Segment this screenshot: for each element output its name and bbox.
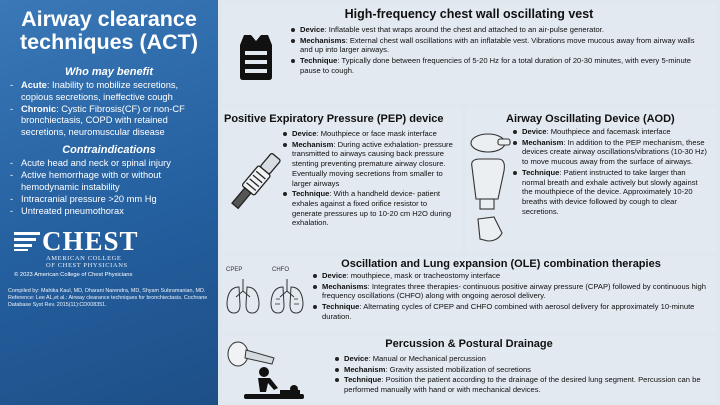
ole-list [310, 271, 712, 323]
page-title: Airway clearance techniques (ACT) [20, 7, 198, 55]
list-item [280, 140, 458, 189]
item-label: Mechanism [522, 137, 564, 147]
logo-word: CHEST [42, 225, 139, 256]
benefit-list [8, 80, 210, 138]
chfo-lungs-icon [268, 277, 306, 317]
item-text: : Gravity assisted mobilization of secretions [385, 364, 531, 374]
item-label: Device [344, 354, 369, 363]
list-item [280, 189, 458, 228]
list-item: - Intracranial pressure >20 mm Hg [8, 194, 210, 205]
list-item [510, 138, 710, 167]
list-item [332, 365, 712, 375]
compiled-by: Compiled by: Mahika Kaul, MD, Dharani Narendra, MD, Shyam Subramanian, MD. [8, 288, 206, 294]
item-label: Technique [522, 167, 560, 177]
logo-subtitle-1: AMERICAN COLLEGE [46, 254, 122, 262]
item-text: : Mouthpiece and facemask interface [546, 127, 671, 136]
list-item [510, 168, 710, 217]
hfcwo-list [288, 25, 708, 77]
item-label: Technique [344, 375, 382, 385]
item-label: Mechanisms [300, 35, 346, 45]
cpep-lungs-icon [224, 277, 262, 317]
vest-icon [236, 33, 276, 81]
item-label: Device [300, 25, 325, 34]
benefit-heading: Who may benefit [64, 66, 153, 79]
cpep-label: CPEP [226, 267, 243, 273]
percussion-list [332, 354, 712, 396]
list-item [510, 127, 710, 137]
hfcwo-title: High-frequency chest wall oscillating vest [344, 7, 594, 21]
item-label: Mechanism [292, 139, 334, 149]
item-text: : Mouthpiece or face mask interface [316, 129, 437, 138]
item-text: : During active exhalation- pressure transmitted to airways causing back pressure stenting preventing premature airway closure. Eventually moving secretions from smaller to larger airways [292, 139, 453, 188]
ole-panel [222, 257, 716, 333]
list-item [288, 56, 708, 75]
list-item [8, 80, 210, 103]
aod-list [510, 127, 710, 217]
list-item: - Acute head and neck or spinal injury [8, 158, 210, 169]
chest-logo [8, 225, 210, 278]
item-text: : Alternating cycles of CPEP and CHFO combined with aerosol delivery for approximately 10-minute duration. [322, 302, 695, 321]
logo-subtitle-2: OF CHEST PHYSICIANS [46, 261, 128, 269]
ole-title: Oscillation and Lung expansion (OLE) combination therapies [341, 258, 661, 270]
item-label: Technique [300, 56, 338, 66]
list-item [288, 25, 708, 35]
list-item [8, 104, 210, 138]
item-text: : mouthpiece, mask or tracheostomy interface [346, 271, 501, 280]
item-label: Device [322, 271, 347, 280]
item-label: Device [522, 127, 547, 136]
list-item: - Untreated pneumothorax [8, 206, 210, 217]
list-item [310, 282, 712, 301]
list-item [310, 302, 712, 321]
item-text: : Position the patient according to the drainage of the desired lung segment. Percussion can be performed manually with hand or with mechanical devices. [344, 375, 701, 395]
item-text: : Manual or Mechanical percussion [368, 354, 486, 363]
item-text: : Typically done between frequencies of 5-20 Hz for a total duration of 20-30 minutes, with every 5-minute pause to cough. [300, 56, 692, 75]
item-text: : Patient instructed to take larger than normal breath and exhale actively but slowly against the mouthpiece of the device. Approximately 10-20 breaths with device followed by cough to clear secretions. [522, 167, 698, 216]
item-label: Mechanism [344, 364, 386, 374]
item-text: : Inability to mobilize secretions, copious secretions, ineffective cough [21, 80, 179, 102]
chest-emblem-icon [14, 230, 42, 252]
list-item [332, 354, 712, 364]
aod-title: Airway Oscillating Device (AOD) [506, 113, 675, 125]
list-item [280, 129, 458, 139]
item-text: : In addition to the PEP mechanism, these devices create airway oscillations/vibrations (10-30 Hz) to move mucous away from the surface of airways. [522, 137, 707, 167]
list-item [288, 36, 708, 55]
percussion-panel [222, 336, 716, 403]
reference: Reference: Lee AL,et al.: Airway clearance techniques for bronchiectasis. Cochrane Database Syst Rev. 2015(11):CD008351. [8, 294, 208, 308]
item-label: Technique [292, 189, 330, 199]
pep-panel [222, 107, 462, 253]
aod-device-icon [468, 129, 512, 247]
item-text: : With a handheld device- patient exhales against a fixed orifice resistor to generate pressures up to 10-20 cm H2O during exhalation. [292, 189, 452, 228]
item-text: : External chest wall oscillations with an inflatable vest. Vibrations move mucous away from airway walls and up into larger airways. [300, 35, 695, 55]
item-label: Device [292, 129, 317, 138]
item-text: : Inflatable vest that wraps around the chest and attached to an air-pulse generator. [324, 25, 604, 34]
list-item [332, 375, 712, 394]
pep-device-icon [228, 147, 282, 217]
contraindications-list [8, 158, 210, 218]
item-text: : Integrates three therapies- continuous positive airway pressure (CPAP) followed by continuous high frequency oscillations (CHFO) along with ongoing aerosol delivery. [322, 281, 706, 301]
pep-list [280, 129, 458, 229]
credits [8, 288, 210, 308]
list-item [310, 271, 712, 281]
contraindications-heading: Contraindications [62, 144, 156, 157]
sidebar [0, 0, 218, 405]
item-label: Technique [322, 302, 360, 312]
item-label: Mechanisms [322, 281, 368, 291]
pep-title: Positive Expiratory Pressure (PEP) device [224, 113, 444, 125]
item-label: Chronic [21, 104, 57, 115]
percussion-person-icon [244, 366, 304, 402]
list-item: - Active hemorrhage with or without hemodynamic instability [8, 170, 210, 193]
percussion-title: Percussion & Postural Drainage [385, 338, 553, 350]
chfo-label: CHFO [272, 267, 289, 273]
item-label: Acute [21, 80, 47, 91]
hfcwo-panel [222, 3, 716, 103]
copyright: © 2023 American College of Chest Physicians [14, 272, 133, 278]
item-text: : Cystic Fibrosis(CF) or non-CF bronchiectasis, COPD with retained secretions, neuromuscular disease [21, 104, 185, 137]
aod-panel [466, 107, 716, 253]
